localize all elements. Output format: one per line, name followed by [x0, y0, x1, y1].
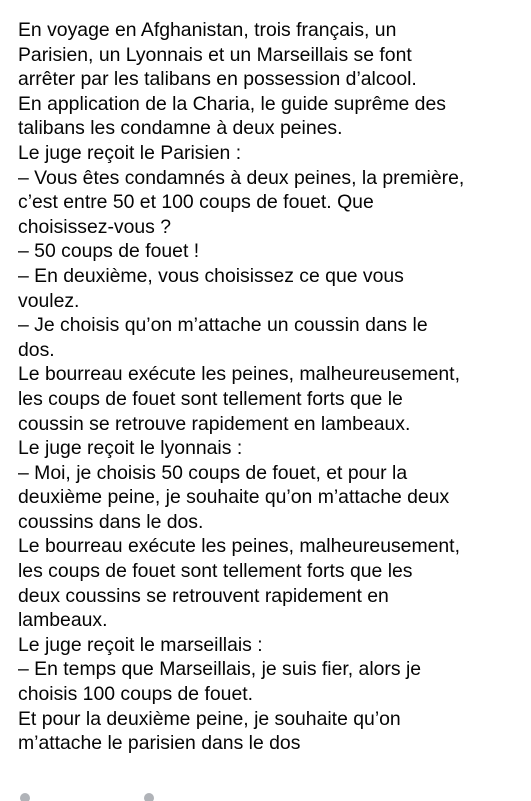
post-text-line: – Moi, je choisis 50 coups de fouet, et pour la: [18, 461, 408, 484]
post-text-line: Le bourreau exécute les peines, malheureusement,: [18, 363, 460, 386]
post-text-line: Le bourreau exécute les peines, malheureusement,: [18, 535, 460, 558]
post-text-line: Parisien, un Lyonnais et un Marseillais se font: [18, 43, 412, 66]
post-text-line: les coups de fouet sont tellement forts que les: [18, 560, 413, 583]
post-text-line: Le juge reçoit le Parisien :: [18, 141, 242, 164]
post-text-line: coussins dans le dos.: [18, 510, 204, 533]
post-text-line: En voyage en Afghanistan, trois français, un: [18, 19, 397, 41]
post-text-line: – Je choisis qu’on m’attache un coussin dans le: [18, 314, 428, 337]
post-text-line: c’est entre 50 et 100 coups de fouet. Que: [18, 191, 374, 214]
post-text-line: les coups de fouet sont tellement forts que le: [18, 387, 403, 410]
post-text-line: voulez.: [18, 289, 80, 312]
post-text-line: Et pour la deuxième peine, je souhaite qu’on: [18, 707, 401, 730]
post-text-line: deuxième peine, je souhaite qu’on m’attache deux: [18, 486, 450, 509]
post-text-line: talibans les condamne à deux peines.: [18, 117, 343, 140]
post-text-line: choisissez-vous ?: [18, 215, 172, 238]
post-text-line: choisis 100 coups de fouet.: [18, 683, 253, 706]
post-text-line: Le juge reçoit le marseillais :: [18, 633, 263, 656]
post-text-line: – 50 coups de fouet !: [18, 240, 200, 263]
post-text-line: – En temps que Marseillais, je suis fier, alors je: [18, 658, 422, 681]
post-text-line: Le juge reçoit le lyonnais :: [18, 437, 243, 460]
post-text-line: dos.: [18, 338, 55, 361]
post-text-line: En application de la Charia, le guide suprême des: [18, 92, 446, 115]
post-text-line: arrêter par les talibans en possession d’alcool.: [18, 68, 417, 91]
post-text-line: – En deuxième, vous choisissez ce que vous: [18, 264, 404, 287]
post-text-line: lambeaux.: [18, 609, 108, 632]
post-text-line: coussin se retrouve rapidement en lambeaux.: [18, 412, 411, 435]
post-text-line: m’attache le parisien dans le dos: [18, 732, 301, 755]
post-text-line: deux coussins se retrouvent rapidement en: [18, 584, 389, 607]
cut-off-toolbar-icons: [18, 787, 218, 801]
post-text-line: – Vous êtes condamnés à deux peines, la première,: [18, 166, 465, 189]
